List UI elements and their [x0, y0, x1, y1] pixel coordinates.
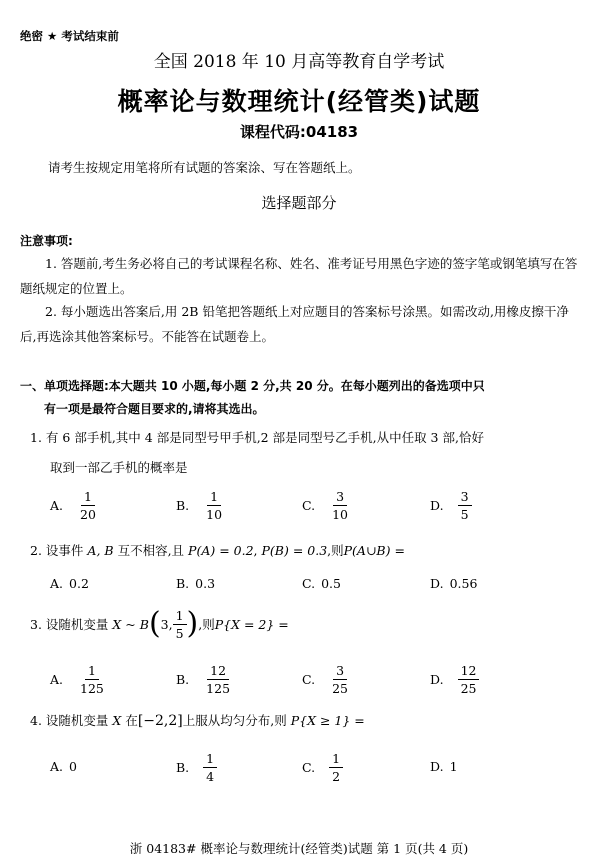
question-number: 3.: [30, 616, 42, 632]
numerator: 1: [85, 662, 99, 680]
question-3: [30, 604, 289, 644]
left-paren: (: [148, 606, 161, 641]
question-text: ,则: [327, 543, 344, 558]
question-text: 上服从均匀分布,则: [182, 713, 287, 728]
q4-option-c: [302, 750, 343, 785]
question-2: 2. 设事件 A, B 互不相容,且 P(A) = 0.2, P(B) = 0.3,则P(A∪B) =: [30, 543, 405, 558]
option-label: A.: [50, 498, 64, 513]
fraction: [203, 662, 233, 697]
fraction: [329, 662, 351, 697]
q4-option-a: [50, 759, 77, 774]
note-item-2: 2. 每小题选出答案后,用 2B 铅笔把答题纸上对应题目的答案标号涂黑。如需改动,用橡皮擦干净后,再选涂其他答案标号。不能答在试题卷上。: [20, 304, 569, 344]
denominator: 5: [175, 625, 184, 641]
page-title: 概率论与数理统计(经管类)试题: [117, 87, 481, 116]
numerator: 3: [458, 488, 472, 506]
fraction: [77, 662, 107, 697]
question-text: 有 6 部手机,其中 4 部是同型号甲手机,2 部是同型号乙手机,从中任取 3 部,恰好: [45, 430, 484, 445]
option-label: A.: [50, 759, 64, 774]
course-code: 课程代码:04183: [239, 123, 359, 141]
question-text: ,则: [198, 617, 215, 632]
event-vars: A, B: [87, 543, 114, 558]
option-label: A.: [50, 576, 64, 591]
q1-option-d: [430, 488, 472, 523]
numerator: 1: [81, 488, 95, 506]
part-one-line1: 一、单项选择题:本大题共 10 小题,每小题 2 分,共 20 分。在每小题列出的备选项中只: [20, 379, 485, 393]
question-1-line2: 取到一部乙手机的概率是: [50, 460, 188, 475]
question-text: 互不相容,且: [117, 543, 185, 558]
q3-option-d: [430, 662, 479, 697]
part-one-line2: 有一项是最符合题目要求的,请将其选出。: [44, 402, 265, 416]
denominator: 10: [206, 507, 223, 522]
q1-option-a: [50, 488, 99, 523]
q2-option-a: [50, 576, 89, 591]
fraction: [203, 750, 217, 785]
option-value: 0.56: [449, 576, 478, 591]
q2-option-d: [430, 576, 477, 591]
numerator: 12: [458, 662, 480, 680]
option-value: 0: [69, 759, 77, 774]
denominator: 125: [80, 681, 104, 696]
probability-expr: P{X = 2} =: [214, 616, 289, 632]
distribution-expr: X ~ B: [112, 616, 149, 632]
option-label: C.: [302, 760, 316, 775]
fraction: [329, 488, 351, 523]
question-4: [30, 711, 365, 729]
expr-pb: P(B) = 0.3: [261, 543, 328, 558]
option-label: A.: [50, 672, 64, 687]
option-label: D.: [430, 672, 444, 687]
denominator: 4: [206, 769, 215, 784]
question-text: 设随机变量: [45, 617, 109, 632]
numerator: 3: [333, 488, 347, 506]
denominator: 25: [460, 681, 477, 696]
question-number: 4.: [30, 713, 42, 728]
note-item-1: 1. 答题前,考生务必将自己的考试课程名称、姓名、准考证号用黑色字迹的签字笔或钢笔填写在答题纸规定的位置上。: [20, 256, 578, 296]
option-value: 0.5: [321, 576, 341, 591]
denominator: 10: [332, 507, 348, 522]
q2-option-b: [176, 576, 215, 591]
denominator: 20: [80, 507, 96, 522]
numerator: 1: [203, 750, 217, 768]
confidential-label: 绝密 ★ 考试结束前: [20, 29, 119, 43]
numerator: 1: [329, 750, 343, 768]
option-label: D.: [430, 498, 444, 513]
option-value: 0.3: [195, 576, 216, 591]
q3-option-b: [176, 662, 233, 697]
option-label: B.: [176, 760, 190, 775]
q1-option-b: [176, 488, 225, 523]
instruction-text: 请考生按规定用笔将所有试题的答案涂、写在答题纸上。: [48, 160, 361, 175]
option-label: D.: [430, 759, 444, 774]
denominator: 125: [206, 681, 231, 696]
fraction: [77, 488, 99, 523]
fraction: [329, 750, 343, 785]
option-label: C.: [302, 672, 316, 687]
expr-pa: P(A) = 0.2: [188, 543, 254, 558]
question-text: 设随机变量: [45, 713, 109, 728]
numerator: 1: [173, 607, 187, 625]
section-title: 选择题部分: [261, 194, 337, 212]
expr-union: P(A∪B) =: [343, 543, 405, 558]
fraction: [458, 662, 480, 697]
denominator: 25: [332, 681, 348, 696]
q4-option-b: [176, 750, 217, 785]
q4-option-d: [430, 759, 458, 774]
fraction: [203, 488, 225, 523]
notes-heading: 注意事项:: [20, 234, 73, 248]
fraction: [173, 607, 187, 642]
question-text: 在: [125, 713, 138, 728]
q2-option-c: [302, 576, 341, 591]
question-1-line1: [30, 428, 484, 446]
option-label: B.: [176, 498, 190, 513]
option-label: D.: [430, 576, 444, 591]
fraction: [458, 488, 472, 523]
numerator: 1: [207, 488, 221, 506]
option-label: B.: [176, 672, 190, 687]
binomial-n: 3,: [160, 616, 173, 632]
exam-name: 全国 2018 年 10 月高等教育自学考试: [153, 52, 445, 72]
denominator: 5: [460, 507, 469, 522]
question-text: 设事件: [45, 543, 84, 558]
right-paren: ): [186, 606, 199, 641]
numerator: 12: [207, 662, 229, 680]
denominator: 2: [332, 769, 341, 784]
random-variable: X: [112, 713, 122, 728]
option-value: 1: [449, 759, 458, 774]
q1-option-c: [302, 488, 351, 523]
question-number: 2.: [30, 543, 42, 558]
option-label: B.: [176, 576, 190, 591]
q3-option-a: [50, 662, 107, 697]
numerator: 3: [333, 662, 347, 680]
probability-expr: P{X ≥ 1} =: [290, 713, 365, 728]
interval: [−2,2]: [137, 713, 183, 729]
option-value: 0.2: [69, 576, 89, 591]
part-one-heading: [20, 375, 585, 421]
page-footer: 浙 04183# 概率论与数理统计(经管类)试题 第 1 页(共 4 页): [129, 841, 469, 856]
q3-option-c: [302, 662, 351, 697]
option-label: C.: [302, 576, 316, 591]
option-label: C.: [302, 498, 316, 513]
question-number: 1.: [30, 430, 42, 445]
